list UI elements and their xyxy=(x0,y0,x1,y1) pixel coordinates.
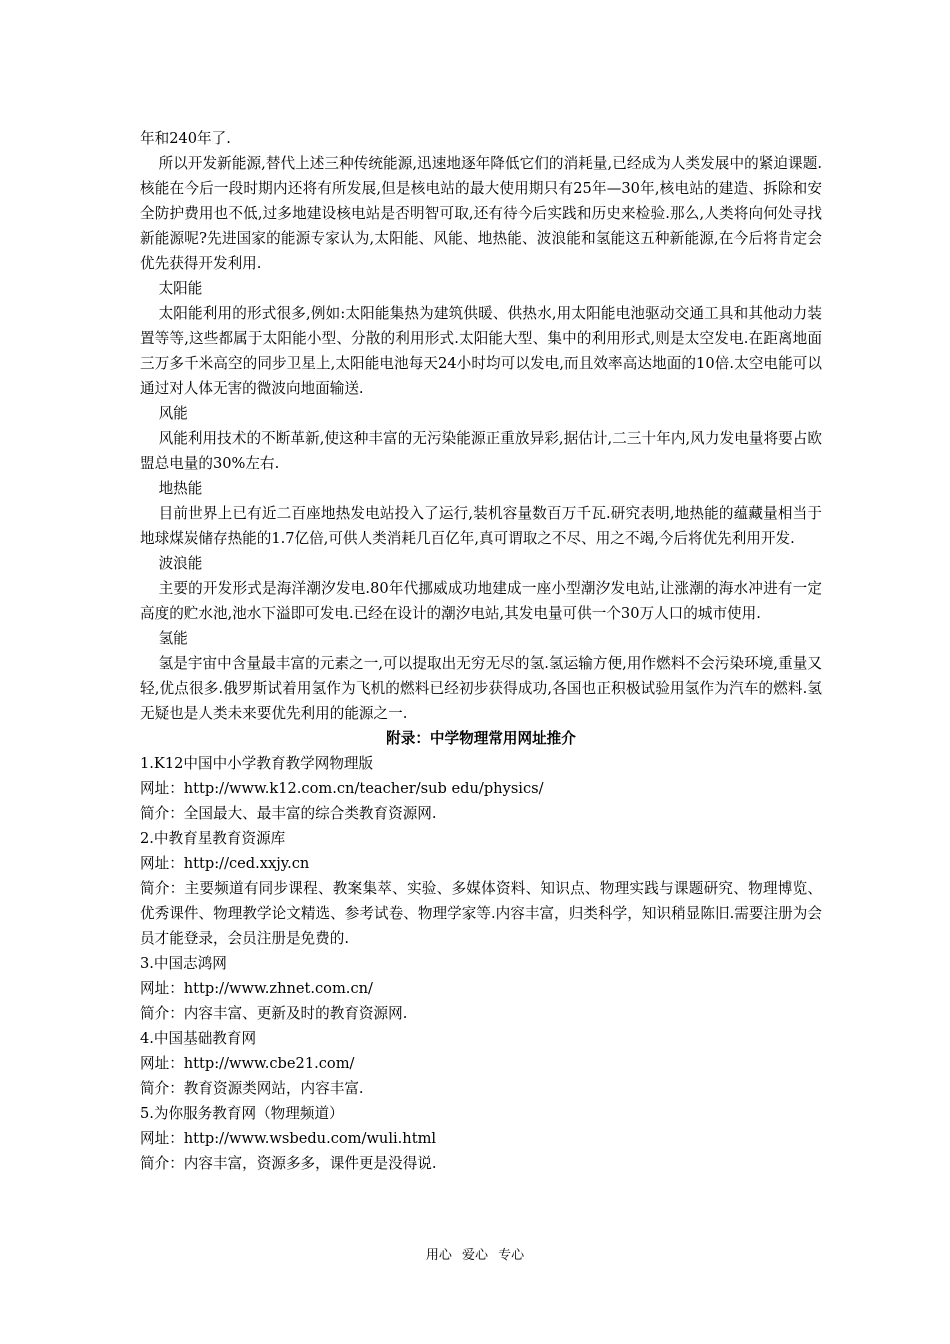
section-heading-wave: 波浪能 xyxy=(158,555,203,572)
section-text-wind: 风能利用技术的不断革新,使这种丰富的无污染能源正重放异彩,据估计,二三十年内,风力发电量将要占欧盟总电量的30%左右. xyxy=(140,430,822,472)
page-footer: 用心 爱心 专心 xyxy=(425,1248,525,1263)
site-name: 5.为你服务教育网（物理频道） xyxy=(140,1105,344,1122)
site-url: 网址：http://www.k12.com.cn/teacher/sub edu/physics/ xyxy=(140,780,544,797)
site-name: 1.K12中国中小学教育教学网物理版 xyxy=(140,755,374,772)
site-desc: 简介：主要频道有同步课程、教案集萃、实验、多媒体资料、知识点、物理实践与课题研究、物理博览、优秀课件、物理教学论文精选、参考试卷、物理学家等.内容丰富，归类科学，知识稍显陈旧.需要注册为会员才能登录，会员注册是免费的. xyxy=(140,880,822,947)
site-desc: 简介：全国最大、最丰富的综合类教育资源网. xyxy=(140,805,437,822)
site-url: 网址：http://www.cbe21.com/ xyxy=(140,1055,355,1072)
site-name: 4.中国基础教育网 xyxy=(140,1030,257,1047)
section-heading-wind: 风能 xyxy=(158,405,188,422)
site-url: 网址：http://www.wsbedu.com/wuli.html xyxy=(140,1130,437,1147)
site-desc: 简介：内容丰富，资源多多，课件更是没得说. xyxy=(140,1155,437,1172)
section-heading-solar: 太阳能 xyxy=(158,280,203,297)
site-url: 网址：http://ced.xxjy.cn xyxy=(140,855,310,872)
site-name: 3.中国志鸿网 xyxy=(140,955,227,972)
section-text-wave: 主要的开发形式是海洋潮汐发电.80年代挪威成功地建成一座小型潮汐发电站,让涨潮的海水冲进有一定高度的贮水池,池水下溢即可发电.已经在设计的潮汐电站,其发电量可供一个30万人口的城市使用. xyxy=(140,580,822,622)
section-heading-geothermal: 地热能 xyxy=(158,480,203,497)
intro-continuation: 年和240年了. xyxy=(140,130,231,147)
document-body xyxy=(140,126,822,1176)
site-name: 2.中教育星教育资源库 xyxy=(140,830,286,847)
site-desc: 简介：教育资源类网站，内容丰富. xyxy=(140,1080,364,1097)
section-text-geothermal: 目前世界上已有近二百座地热发电站投入了运行,装机容量数百万千瓦.研究表明,地热能的蕴藏量相当于地球煤炭储存热能的1.7亿倍,可供人类消耗几百亿年,真可谓取之不尽、用之不竭,今后将优先利用开发. xyxy=(140,505,822,547)
section-text-hydrogen: 氢是宇宙中含量最丰富的元素之一,可以提取出无穷无尽的氢.氢运输方便,用作燃料不会污染环境,重量又轻,优点很多.俄罗斯试着用氢作为飞机的燃料已经初步获得成功,各国也正积极试验用氢作为汽车的燃料.氢无疑也是人类未来要优先利用的能源之一. xyxy=(140,655,822,722)
intro-paragraph: 所以开发新能源,替代上述三种传统能源,迅速地逐年降低它们的消耗量,已经成为人类发展中的紧迫课题.核能在今后一段时期内还将有所发展,但是核电站的最大使用期只有25年—30年,核电站的建造、拆除和安全防护费用也不低,过多地建设核电站是否明智可取,还有待今后实践和历史来检验.那么,人类将向何处寻找新能源呢?先进国家的能源专家认为,太阳能、风能、地热能、波浪能和氢能这五种新能源,在今后将肯定会优先获得开发利用. xyxy=(140,155,822,272)
section-heading-hydrogen: 氢能 xyxy=(158,630,188,647)
section-text-solar: 太阳能利用的形式很多,例如:太阳能集热为建筑供暖、供热水,用太阳能电池驱动交通工具和其他动力装置等等,这些都属于太阳能小型、分散的利用形式.太阳能大型、集中的利用形式,则是太空发电.在距离地面三万多千米高空的同步卫星上,太阳能电池每天24小时均可以发电,而且效率高达地面的10倍.太空电能可以通过对人体无害的微波向地面输送. xyxy=(140,305,822,397)
site-desc: 简介：内容丰富、更新及时的教育资源网. xyxy=(140,1005,408,1022)
appendix-title: 附录：中学物理常用网址推介 xyxy=(386,730,576,747)
site-url: 网址：http://www.zhnet.com.cn/ xyxy=(140,980,373,997)
